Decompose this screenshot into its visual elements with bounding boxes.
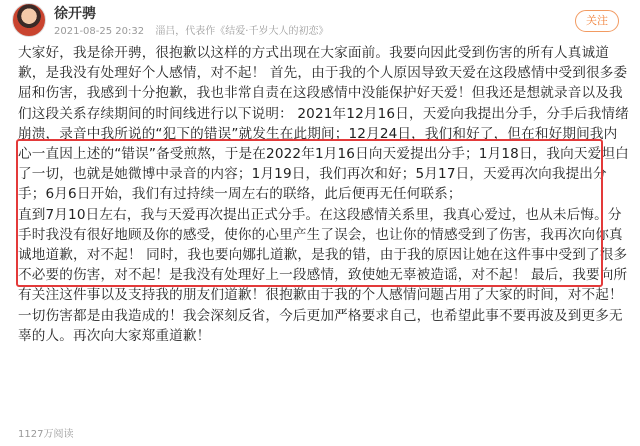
- post-body: [18, 43, 630, 346]
- avatar[interactable]: [12, 3, 46, 37]
- post-header: [0, 0, 640, 40]
- timestamp: 2021-08-25 20:32: [54, 26, 145, 37]
- read-count: 1127万阅读: [18, 429, 74, 440]
- follow-button[interactable]: 关注: [575, 10, 619, 32]
- post-text: 大家好，我是徐开骋，很抱歉以这样的方式出现在大家面前。我要向因此受到伤害的所有人真诚道歉，是我没有处理好个人感情，对不起！ 首先，由于我的个人原因导致天爱在这段感情中受到很多委屈和伤害，我感到十分抱歉，我也非常自责在这段感情中没能保护好天爱！但我还是想就录音以及我们这段关系存续期间的时间线进行以下说明： 2021年12月16日，天爱向我提出分手，分手后我情绪崩溃，录音中我所说的“犯下的错误”就发生在此期间；12月24日，我们和好了，但在和好期间我内心一直因上述的“错误”备受煎熬，于是在2022年1月16日向天爱提出分手；1月18日，我向天爱坦白了一切，也就是她微博中录音的内容；1月19日，我们再次和好；5月17日，天爱再次向我提出分手；6月6日开始，我们有过持续一周左右的联络，此后便再无任何联系； 直到7月10日左右，我与天爱再次提出正式分手。在这段感情关系里，我真心爱过，也从未后悔。分手时我没有很好地顾及你的感受，使你的心里产生了误会，也让你的情感受到了伤害，我再次向你真诚地道歉，对不起！ 同时，我也要向娜扎道歉，是我的错，由于我的原因让她在这件事中受到了很多不必要的伤害，对不起！是我没有处理好上一段感情，致使她无辜被造谣，对不起！ 最后，我要向所有关注这件事以及支持我的朋友们道歉！很抱歉由于我的个人感情问题占用了大家的时间，对不起！一切伤害都是由我造成的！我会深刻反省，今后更加严格要求自己，也希望此事不要再波及到更多无辜的人。再次向大家郑重道歉！: [18, 45, 629, 344]
- source-info: 淄吕，代表作《结爱·千岁大人的初恋》: [155, 26, 329, 37]
- post-meta: [54, 22, 337, 37]
- username[interactable]: 徐开骋: [54, 6, 96, 22]
